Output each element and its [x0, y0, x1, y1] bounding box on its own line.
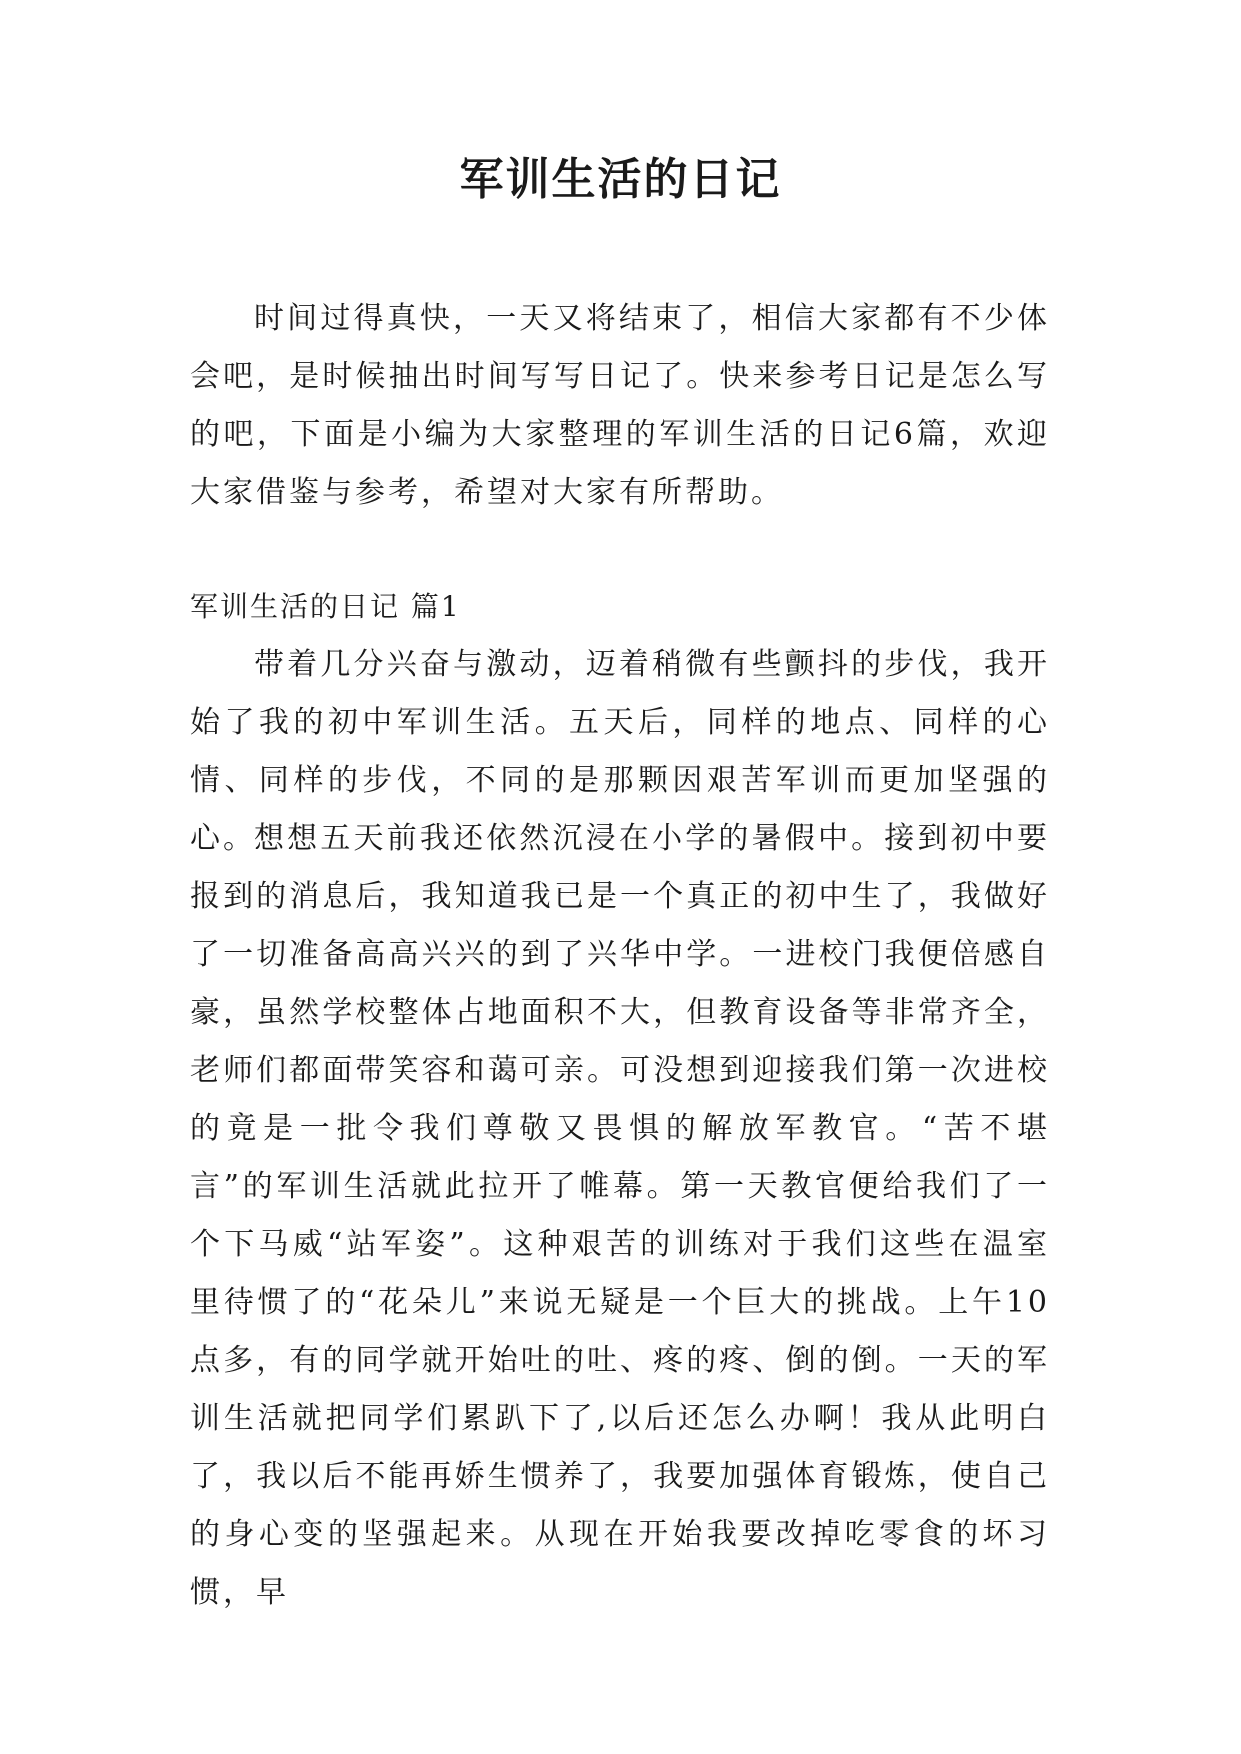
- body-paragraph: 带着几分兴奋与激动，迈着稍微有些颤抖的步伐，我开始了我的初中军训生活。五天后，同样的地点、同样的心情、同样的步伐，不同的是那颗因艰苦军训而更加坚强的心。: [190, 647, 1050, 856]
- section-heading: 军训生活的日记 篇1: [190, 590, 461, 623]
- body-paragraph: 想想五天前我还依然沉浸在小学的暑假中。接到初中要报到的消息后，我知道我已是一个真正的初中生了，我做好了一切准备高高兴兴的到了兴华中学。一进校门我便倍感自豪，虽然学校整体占地面积不大，但教育设备等非常齐全，老师们都面带笑容和蔼可亲。可没想到迎接我们第一次进校的竟是一批令我们尊敬又畏惧的解放军教官。“苦不堪言”的军训生活就此拉开了帷幕。第一天教官便给我们了一个下马威“站军姿”。这种艰苦的训练对于我们这些在温室里待惯了的“花朵儿”来说无疑是一个巨大的挑战。上午10点多，有的同学就开始吐的吐、疼的疼、倒的倒。一天的军训生活就把同学们累趴下了,以后还怎么办啊！我从此明白了，我以后不能再娇生惯养了，我要加强体育锻炼，使自己的身心变的坚强起来。从现在开始我要改掉吃零食的坏习惯，早: [190, 821, 1050, 1610]
- page-title: 军训生活的日记: [459, 154, 782, 205]
- intro-paragraph: 时间过得真快，一天又将结束了，相信大家都有不少体会吧，是时候抽出时间写写日记了。快来参考日记是怎么写的吧，下面是小编为大家整理的军训生活的日记6篇，欢迎大家借鉴与参考，希望对大家有所帮助。: [190, 301, 1050, 510]
